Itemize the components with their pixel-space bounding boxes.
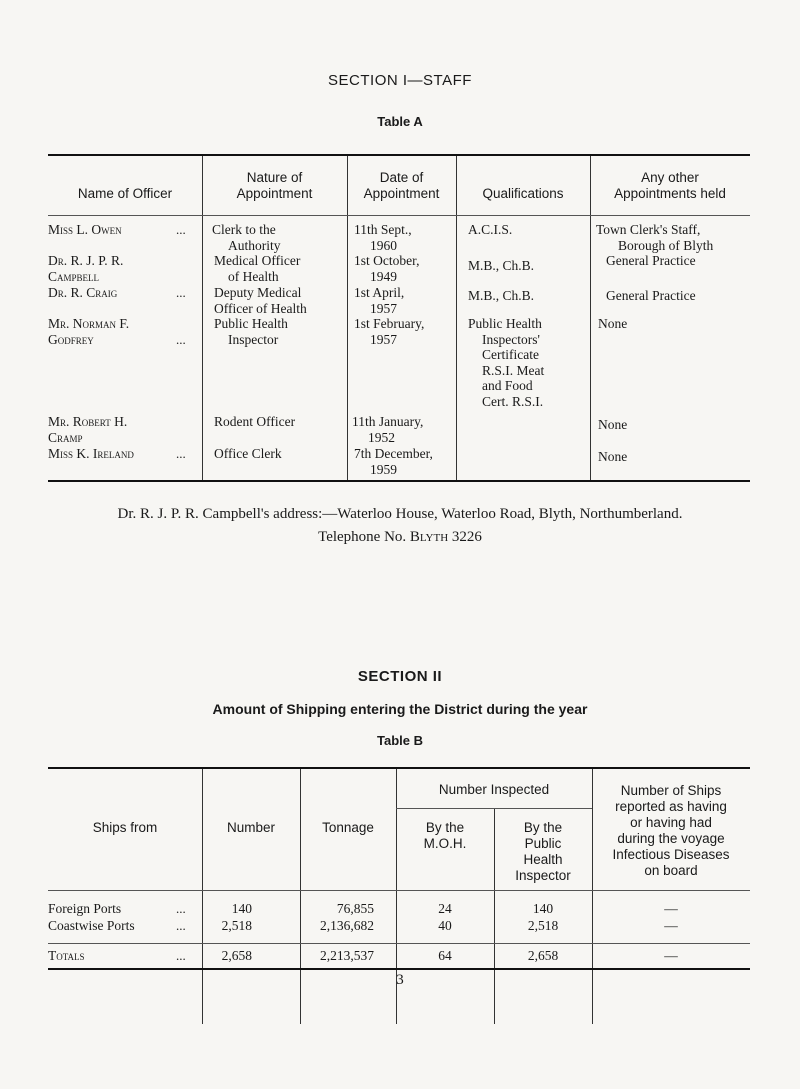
infectious-count: —: [664, 901, 678, 916]
table-b-title: Table B: [377, 733, 423, 748]
totals-tonnage: 2,213,537: [320, 948, 374, 963]
header-nature-of-appointment: Nature of Appointment: [236, 170, 313, 201]
qualifications: M.B., Ch.B.: [468, 258, 535, 273]
header-by-phi: By the Public Health Inspector: [515, 820, 571, 883]
totals-infectious: —: [664, 948, 678, 963]
ship-tonnage: 76,855: [336, 901, 374, 916]
officer-name: Mr. Robert H. Cramp: [48, 414, 128, 445]
table-a-col-divider: [202, 156, 203, 482]
officer-name: Miss L. Owen: [48, 222, 122, 237]
officer-name: Dr. R. J. P. R. Campbell: [48, 253, 124, 284]
table-a-col-divider: [347, 156, 348, 482]
section-2-subtitle: Amount of Shipping entering the District during the year: [212, 701, 588, 717]
inspected-by-phi: 2,518: [527, 918, 559, 933]
table-a-top-rule: [48, 154, 750, 156]
address-line: Dr. R. J. P. R. Campbell's address:—Waterloo House, Waterloo Road, Blyth, Northumberland.: [117, 506, 683, 522]
telephone-line: Telephone No. Blyth 3226: [318, 529, 482, 545]
leader-dots: ...: [176, 901, 186, 916]
inspected-by-moh: 24: [438, 901, 452, 916]
header-number: Number: [226, 820, 275, 835]
ship-number: 140: [231, 901, 252, 916]
date-of-appointment: 7th December, 1959: [354, 446, 433, 477]
qualifications: A.C.I.S.: [468, 222, 513, 237]
date-of-appointment: 1st February, 1957: [354, 316, 425, 347]
date-of-appointment: 11th Sept., 1960: [354, 222, 412, 253]
other-appointments: General Practice: [606, 253, 696, 268]
section-2-title: SECTION II: [357, 668, 443, 685]
table-a-col-divider: [456, 156, 457, 482]
other-appointments: None: [598, 417, 628, 432]
header-tonnage: Tonnage: [322, 820, 374, 835]
leader-dots: ...: [176, 948, 186, 963]
date-of-appointment: 1st October, 1949: [354, 253, 420, 284]
table-b-header-rule: [48, 890, 750, 891]
leader-dots: ...: [176, 222, 186, 237]
table-b-top-rule: [48, 767, 750, 769]
leader-dots: ...: [176, 285, 186, 300]
header-qualifications: Qualifications: [482, 186, 564, 201]
totals-label: Totals: [48, 948, 85, 963]
qualifications: M.B., Ch.B.: [468, 288, 535, 303]
officer-name: Dr. R. Craig: [48, 285, 118, 300]
table-a-col-divider: [590, 156, 591, 482]
totals-number: 2,658: [221, 948, 252, 963]
qualifications: Public Health Inspectors' Certificate R.S.I. Meat and Food Cert. R.S.I.: [468, 316, 545, 409]
header-date-of-appointment: Date of Appointment: [363, 170, 440, 201]
other-appointments: None: [598, 449, 628, 464]
inspected-by-moh: 40: [438, 918, 452, 933]
table-b-bottom-rule: [48, 968, 750, 970]
header-infectious: Number of Ships reported as having or having had during the voyage Infectious Diseases on board: [612, 783, 730, 878]
officer-name: Miss K. Ireland: [48, 446, 134, 461]
ship-number: 2,518: [221, 918, 252, 933]
officer-name: Mr. Norman F. Godfrey: [48, 316, 130, 347]
nature-of-appointment: Office Clerk: [214, 446, 282, 461]
section-1-title: SECTION I—STAFF: [328, 72, 472, 89]
other-appointments: None: [598, 316, 628, 331]
ships-from: Coastwise Ports: [48, 918, 135, 933]
table-a-header-rule: [48, 215, 750, 216]
header-other-appointments: Any other Appointments held: [614, 170, 726, 201]
other-appointments: Town Clerk's Staff, Borough of Blyth: [596, 222, 714, 253]
nature-of-appointment: Rodent Officer: [214, 414, 296, 429]
other-appointments: General Practice: [606, 288, 696, 303]
nature-of-appointment: Deputy Medical Officer of Health: [214, 285, 307, 316]
header-number-inspected: Number Inspected: [438, 782, 550, 797]
header-by-moh: By the M.O.H.: [423, 820, 467, 851]
nature-of-appointment: Public Health Inspector: [214, 316, 288, 347]
nature-of-appointment: Medical Officer of Health: [214, 253, 301, 284]
table-a-bottom-rule: [48, 480, 750, 482]
ship-tonnage: 2,136,682: [320, 918, 374, 933]
leader-dots: ...: [176, 918, 186, 933]
nature-of-appointment: Clerk to the Authority: [212, 222, 281, 253]
page-number: 3: [396, 972, 404, 988]
leader-dots: ...: [176, 446, 186, 461]
ships-from: Foreign Ports: [48, 901, 122, 916]
totals-rule: [48, 943, 750, 944]
totals-phi: 2,658: [527, 948, 559, 963]
number-inspected-rule: [396, 808, 592, 809]
header-ships-from: Ships from: [92, 820, 158, 835]
date-of-appointment: 1st April, 1957: [354, 285, 405, 316]
date-of-appointment: 11th January, 1952: [352, 414, 424, 445]
leader-dots: ...: [176, 332, 186, 347]
infectious-count: —: [664, 918, 678, 933]
header-name-of-officer: Name of Officer: [77, 186, 173, 201]
table-a-title: Table A: [377, 114, 423, 129]
totals-moh: 64: [438, 948, 452, 963]
inspected-by-phi: 140: [532, 901, 554, 916]
